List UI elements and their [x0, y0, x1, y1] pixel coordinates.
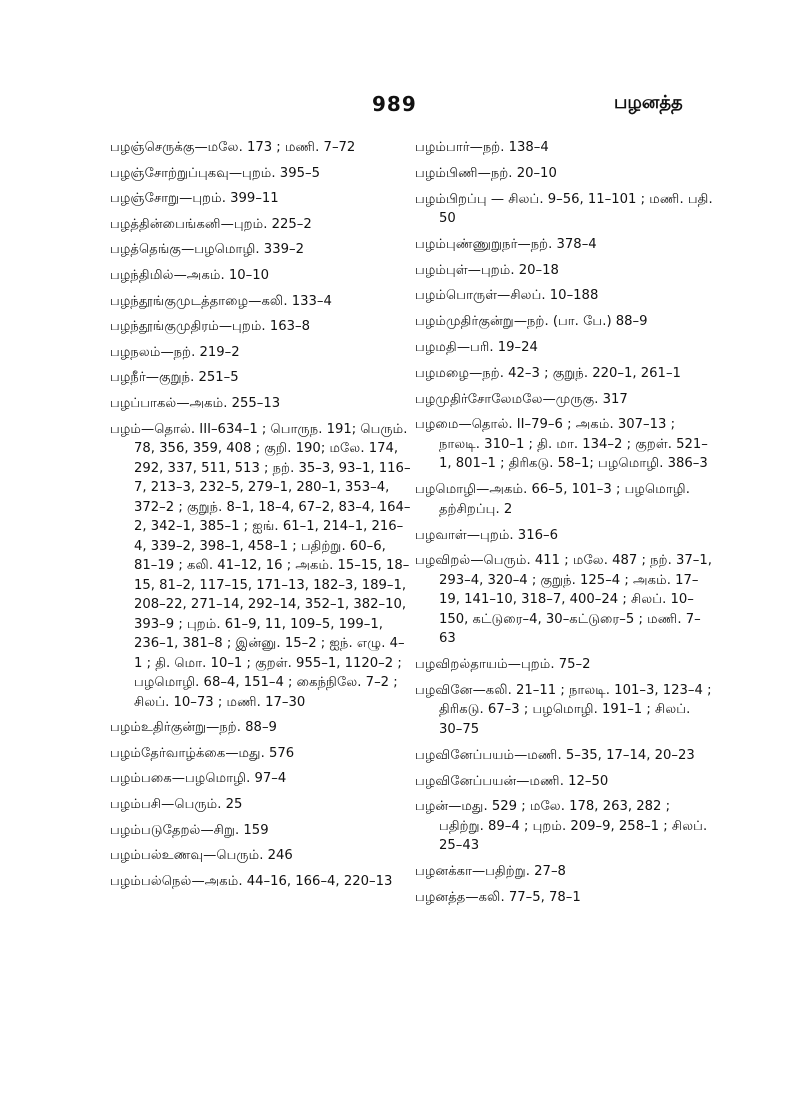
index-entry: பழந்தூங்குமுதிரம்—புறம். 163–8	[110, 319, 310, 335]
index-entry: பழம்முதிர்குன்று—நற். (பா. பே.) 88–9	[415, 314, 648, 330]
index-entry: பழநீர்—குறுந். 251–5	[110, 370, 239, 386]
index-entry: பழமுதிர்சோலேமலே—முருகு. 317	[415, 391, 628, 407]
index-entry: பழவாள்—புறம். 316–6	[415, 527, 558, 543]
running-head: பழனத்த	[614, 92, 683, 113]
index-entry: பழமொழி—அகம். 66–5, 101–3 ; பழமொழி. தற்சிறப்பு. 2	[415, 482, 690, 517]
index-entry: பழம்பொருள்—சிலப். 10–188	[415, 288, 599, 304]
index-entry: பழநலம்—நற். 219–2	[110, 344, 240, 360]
index-entry: பழஞ்சோறு—புறம். 399–11	[110, 191, 279, 207]
index-entry: பழவினே—கலி. 21–11 ; நாலடி. 101–3, 123–4 ; திரிகடு. 67–3 ; பழமொழி. 191–1 ; சிலப். 30–75	[415, 682, 712, 737]
index-entry: பழவிறல்—பெரும். 411 ; மலே. 487 ; நற். 37–1, 293–4, 320–4 ; குறுந். 125–4 ; அகம். 17–19, 141–10, 318–7, 400–24 ; சிலப். 10–150, கட்டுரை–4, 30–கட்டுரை–5 ; மணி. 7–63	[415, 553, 712, 647]
index-entry: பழஞ்சோற்றுப்புகவு—புறம். 395–5	[110, 165, 320, 181]
index-entry: பழம்பகை—பழமொழி. 97–4	[110, 771, 287, 787]
index-entry: பழத்தெங்கு—பழமொழி. 339–2	[110, 242, 304, 258]
index-entry: பழந்தூங்குமுடத்தாழை—கலி. 133–4	[110, 293, 332, 309]
index-entry: பழம்படுதேறல்—சிறு. 159	[110, 822, 269, 838]
index-entry: பழம்உதிர்குன்று—நற். 88–9	[110, 720, 277, 736]
index-entry: பழனக்கா—பதிற்று. 27–8	[415, 864, 566, 880]
index-entry: பழத்தின்பைங்கனி—புறம். 225–2	[110, 216, 312, 232]
index-entry: பழனத்த—கலி. 77–5, 78–1	[415, 889, 581, 905]
index-entry: பழம்பசி—பெரும். 25	[110, 796, 243, 812]
index-entry: பழந்திமில்—அகம். 10–10	[110, 267, 270, 283]
page-number: 989	[372, 92, 417, 116]
index-entry: பழம்பல்உணவு—பெரும். 246	[110, 848, 293, 864]
index-entry: பழமதி—பரி. 19–24	[415, 340, 538, 356]
index-entry: பழம்பல்நெல்—அகம். 44–16, 166–4, 220–13	[110, 873, 393, 889]
index-entry: பழம்தேர்வாழ்க்கை—மது. 576	[110, 745, 295, 761]
index-entry: பழஞ்செருக்கு—மலே. 173 ; மணி. 7–72	[110, 140, 356, 155]
index-entry: பழவினேப்பயம்—மணி. 5–35, 17–14, 20–23	[415, 747, 695, 763]
index-entry: பழம்பிறப்பு — சிலப். 9–56, 11–101 ; மணி. பதி. 50	[415, 191, 713, 227]
index-entry: பழம்பார்—நற். 138–4	[415, 140, 549, 155]
index-entry: பழம்புள்—புறம். 20–18	[415, 262, 559, 278]
index-entry: பழன்—மது. 529 ; மலே. 178, 263, 282 ; பதிற்று. 89–4 ; புறம். 209–9, 258–1 ; சிலப். 25–43	[415, 799, 708, 854]
index-entry: பழமழை—நற். 42–3 ; குறுந். 220–1, 261–1	[415, 365, 681, 381]
index-entry: பழவினேப்பயன்—மணி. 12–50	[415, 773, 609, 789]
index-entry: பழமை—தொல். II–79–6 ; அகம். 307–13 ; நாலடி. 310–1 ; தி. மா. 134–2 ; குறள். 521–1, 801–1 ; திரிகடு. 58–1; பழமொழி. 386–3	[415, 417, 708, 472]
index-entry: பழவிறல்தாயம்—புறம். 75–2	[415, 657, 591, 673]
index-entry: பழப்பாகல்—அகம். 255–13	[110, 395, 281, 411]
index-entry: பழம்—தொல். III–634–1 ; பொருந. 191; பெரும். 78, 356, 359, 408 ; குறி. 190; மலே. 174, 292, 337, 511, 513 ; நற். 35–3, 93–1, 116–7, 213–3, 232–5, 279–1, 280–1, 353–4, 372–2 ; குறுந். 8–1, 18–4, 67–2, 83–4, 164–2, 342–1, 385–1 ; ஐங். 61–1, 214–1, 216–4, 339–2, 398–1, 458–1 ; பதிற்று. 60–6, 81–19 ; கலி. 41–12, 16 ; அகம். 15–15, 18–15, 81–2, 117–15, 171–13, 182–3, 189–1, 208–22, 271–14, 292–14, 352–1, 382–10, 393–9 ; புறம். 61–9, 11, 109–5, 199–1, 236–1, 381–8 ; இன்னு. 15–2 ; ஐந். எழு. 4–1 ; தி. மொ. 10–1 ; குறள். 955–1, 1120–2 ; பழமொழி. 68–4, 151–4 ; கைந்நிலே. 7–2 ; சிலப். 10–73 ; மணி. 17–30	[110, 421, 411, 710]
index-column-left	[110, 138, 412, 897]
index-entry: பழம்பிணி—நற். 20–10	[415, 165, 557, 181]
index-entry: பழம்புண்ணுறுநர்—நற். 378–4	[415, 236, 597, 252]
index-column-right	[415, 138, 715, 914]
